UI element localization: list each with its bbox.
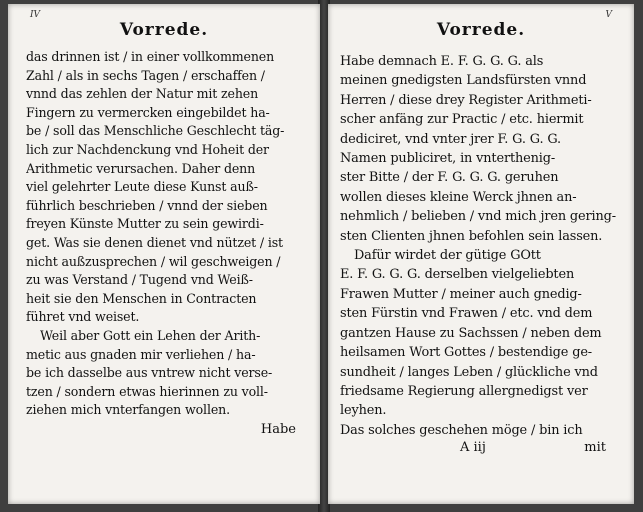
text-line: heilsamen Wort Gottes / bestendige ge- xyxy=(340,345,592,361)
text-line: Habe demnach E. F. G. G. G. als xyxy=(340,54,544,69)
text-line: scher anfäng zur Practic / etc. hiermit xyxy=(340,112,584,128)
text-line: tzen / sondern etwas hierinnen zu voll- xyxy=(26,383,268,399)
text-line: führet vnd weiset. xyxy=(26,309,140,325)
text-line: ster Bitte / der F. G. G. G. geruhen xyxy=(340,170,559,186)
text-line: ziehen mich vnterfangen wollen. xyxy=(26,402,230,418)
text-line: sten Clienten jhnen befohlen sein lassen. xyxy=(340,228,603,244)
text-line: be ich dasselbe aus vntrew nicht verse- xyxy=(26,365,273,381)
text-line: meinen gnedigsten Landsfürsten vnnd xyxy=(340,73,587,89)
text-line: Herren / diese drey Register Arithmeti- xyxy=(340,92,592,108)
text-line: wollen dieses kleine Werck jhnen an- xyxy=(340,189,577,205)
right-folio: V xyxy=(605,10,612,20)
text-line: Namen publiciret, in vnterthenig- xyxy=(340,151,556,167)
signature-mark: A iij xyxy=(460,440,486,456)
left-folio: IV xyxy=(30,10,41,20)
right-text-block xyxy=(340,52,624,455)
text-line: Frawen Mutter / meiner auch gnedig- xyxy=(340,286,582,302)
text-line: heit sie den Menschen in Contracten xyxy=(26,290,257,306)
text-line: get. Was sie denen dienet vnd nützet / ist xyxy=(26,234,283,250)
text-line: Zahl / als in sechs Tagen / erschaffen / xyxy=(26,67,265,83)
text-line: metic aus gnaden mir verliehen / ha- xyxy=(26,346,256,362)
text-line: Fingern zu vermercken eingebildet ha- xyxy=(26,104,270,120)
right-catchword: mit xyxy=(584,440,606,456)
text-line: sten Fürstin vnd Frawen / etc. vnd dem xyxy=(340,306,593,322)
text-line: zu was Verstand / Tugend vnd Weiß- xyxy=(26,272,253,288)
text-line: Weil aber Gott ein Lehen der Arith- xyxy=(40,327,261,343)
text-line: das drinnen ist / in einer vollkommenen xyxy=(26,49,275,64)
text-line: friedsame Regierung allergnedigst ver xyxy=(340,383,588,399)
text-line: viel gelehrter Leute diese Kunst auß- xyxy=(26,179,258,195)
left-catchword: Habe xyxy=(260,421,296,437)
text-line: Dafür wirdet der gütige GOtt xyxy=(354,248,541,264)
text-line: be / soll das Menschliche Geschlecht täg- xyxy=(26,123,285,139)
right-page xyxy=(328,4,634,504)
text-line: gantzen Hause zu Sachssen / neben dem xyxy=(340,325,602,341)
text-line: Das solches geschehen möge / bin ich xyxy=(340,422,583,438)
text-line: führlich beschrieben / vnnd der sieben xyxy=(26,197,268,213)
left-text-block xyxy=(26,48,306,437)
text-line: nehmlich / belieben / vnd mich jren gering- xyxy=(340,209,616,225)
left-page xyxy=(8,4,320,504)
text-line: dediciret, vnd vnter jrer F. G. G. G. xyxy=(340,131,561,147)
text-line: sundheit / langes Leben / glückliche vnd xyxy=(340,364,598,380)
text-line: leyhen. xyxy=(340,403,387,419)
text-line: vnnd das zehlen der Natur mit zehen xyxy=(26,86,259,102)
text-line: E. F. G. G. G. derselben vielgeliebten xyxy=(340,267,575,283)
right-running-head: Vorrede. xyxy=(436,20,526,40)
text-line: nicht außzusprechen / wil geschweigen / xyxy=(26,253,281,269)
left-running-head: Vorrede. xyxy=(119,20,209,40)
text-line: freyen Künste Mutter zu sein gewirdi- xyxy=(26,216,264,232)
text-line: Arithmetic verursachen. Daher denn xyxy=(26,160,256,176)
text-line: lich zur Nachdenckung vnd Hoheit der xyxy=(26,141,269,157)
